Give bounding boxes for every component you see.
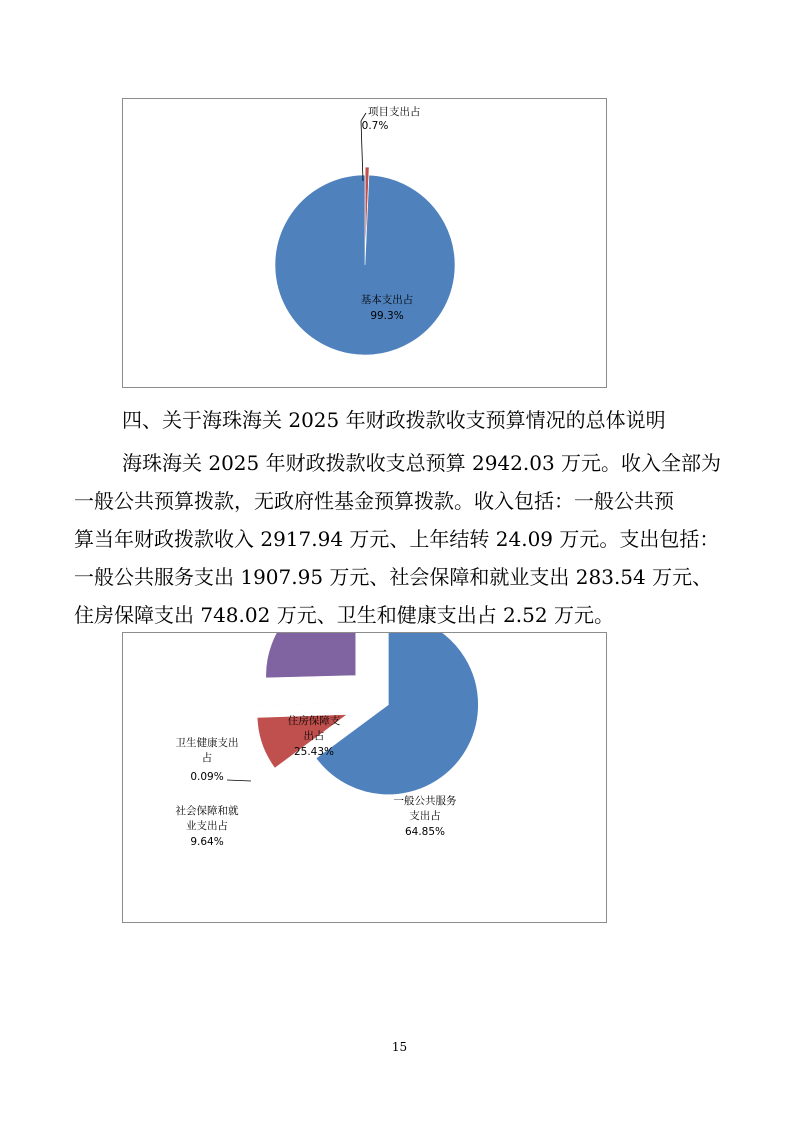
label-health-value: 0.09%	[190, 771, 224, 783]
label-project-value: 0.7%	[361, 120, 389, 132]
pie-slice-housing	[266, 633, 356, 678]
label-health-line2: 占	[201, 752, 213, 764]
body-paragraph	[74, 444, 734, 634]
label-general-value: 64.85%	[404, 826, 446, 838]
label-general-line1: 一般公共服务	[393, 795, 457, 807]
section-heading: 四、关于海珠海关 2025 年财政拨款收支预算情况的总体说明	[122, 408, 666, 432]
label-project-name: 项目支出占	[368, 106, 421, 118]
paragraph-line: 算当年财政拨款收入 2917.94 万元、上年结转 24.09 万元。支出包括：	[74, 527, 720, 551]
label-health-line1: 卫生健康支出	[175, 737, 239, 749]
pie-chart-basic-vs-project	[122, 98, 607, 388]
label-social-value: 9.64%	[190, 836, 224, 848]
label-social-line2: 业支出占	[186, 820, 228, 832]
label-housing-value: 25.43%	[293, 746, 335, 758]
paragraph-line: 海珠海关 2025 年财政拨款收支总预算 2942.03 万元。收入全部为	[122, 451, 722, 475]
pie-slice-basic	[275, 175, 455, 355]
paragraph-line: 住房保障支出 748.02 万元、卫生和健康支出占 2.52 万元。	[74, 603, 614, 627]
pie-chart-1-svg	[123, 99, 606, 387]
paragraph-line: 一般公共预算拨款，无政府性基金预算拨款。收入包括：一般公共预	[74, 489, 674, 513]
label-housing-line2: 出占	[303, 730, 325, 742]
label-housing-line1: 住房保障支	[287, 715, 341, 727]
label-general-line2: 支出占	[409, 810, 441, 822]
leader-line-health	[227, 780, 251, 781]
page-number: 15	[391, 1040, 408, 1054]
pie-slice-health	[255, 703, 345, 706]
label-basic-value: 99.3%	[370, 310, 404, 322]
paragraph-line: 一般公共服务支出 1907.95 万元、社会保障和就业支出 283.54 万元、	[74, 565, 713, 589]
pie-chart-2-svg	[123, 633, 606, 922]
pie-chart-expenditure-breakdown	[122, 632, 607, 923]
label-basic-name: 基本支出占	[360, 294, 414, 306]
label-social-line1: 社会保障和就	[175, 805, 239, 817]
